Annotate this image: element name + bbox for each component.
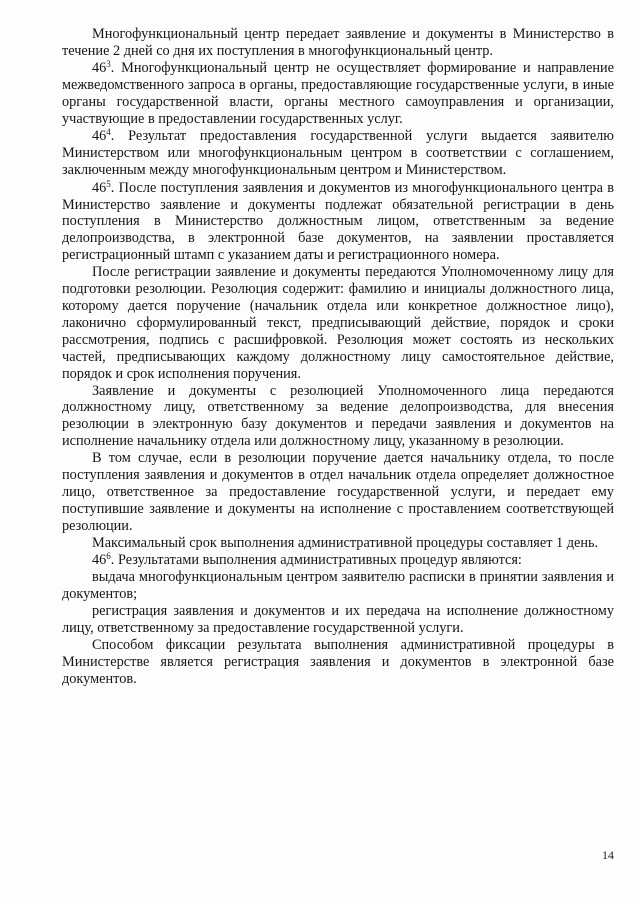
item-number: 46 [92, 128, 107, 145]
item-number-superscript: 4 [106, 127, 111, 138]
item-number: 46 [92, 552, 107, 569]
paragraph [62, 264, 614, 382]
item-number-superscript: 5 [106, 178, 111, 189]
paragraph-text: Многофункциональный центр передает заявление и документы в Министерство в течение 2 дней со дня их поступления в многофункциональный центр. [62, 26, 614, 59]
paragraph [62, 637, 614, 688]
item-number-superscript: 3 [106, 59, 111, 70]
paragraph-text: выдача многофункциональным центром заявителю расписки в принятии заявления и документов; [62, 569, 614, 602]
paragraph-text: . Результатами выполнения административных процедур являются: [110, 552, 522, 569]
paragraph [62, 26, 614, 60]
paragraph-item-46-5 [62, 180, 614, 265]
item-number: 46 [92, 179, 107, 196]
paragraph-text: В том случае, если в резолюции поручение дается начальнику отдела, то после поступления заявления и документов в отдел начальник отдела определяет должностное лицо, ответственное за предоставление государственной услуги, и передает ему поступившие заявление и документы на исполнение с проставлением соответствующей резолюции. [62, 450, 614, 534]
document-body [62, 26, 614, 688]
paragraph [62, 603, 614, 637]
item-number: 46 [92, 60, 107, 77]
paragraph-text: . Многофункциональный центр не осуществляет формирование и направление межведомственного запроса в органы, предоставляющие государственные услуги, в иные органы государственной власти, органы местного самоуправления и организации, участвующие в предоставлении государственных услуг. [62, 60, 614, 128]
paragraph-text: После регистрации заявление и документы передаются Уполномоченному лицу для подготовки резолюции. Резолюция содержит: фамилию и инициалы должностного лица, которому дается поручение (начальник отдела или конкретное должностное лицо), лаконично сформулированный текст, предписывающий действие, порядок и сроки рассмотрения, подпись с расшифровкой. Резолюция может состоять из нескольких частей, предписывающих каждому должностному лицу самостоятельное действие, порядок и срок исполнения поручения. [62, 264, 614, 382]
paragraph-text: регистрация заявления и документов и их передача на исполнение должностному лицу, ответственному за предоставление государственной услуги. [62, 602, 614, 636]
paragraph [62, 450, 614, 535]
paragraph-text: . Результат предоставления государственной услуги выдается заявителю Министерством или многофункциональным центром в соответствии с соглашением, заключенным между многофункциональным центром и Министерством. [62, 128, 614, 179]
paragraph [62, 383, 614, 451]
paragraph-item-46-6 [62, 552, 614, 569]
paragraph [62, 535, 614, 552]
paragraph-text: Способом фиксации результата выполнения административной процедуры в Министерстве является регистрация заявления и документов в электронной базе документов. [62, 637, 614, 687]
paragraph [62, 569, 614, 603]
paragraph-item-46-4 [62, 128, 614, 179]
item-number-superscript: 6 [106, 551, 111, 562]
paragraph-text: . После поступления заявления и документов из многофункционального центра в Министерство заявление и документы подлежат обязательной регистрации в день поступления в Министерство должностным лицом, ответственным за ведение делопроизводства, в электронной базе документов, на заявлении проставляется регистрационный штамп с указанием даты и регистрационного номера. [62, 179, 614, 264]
paragraph-text: Заявление и документы с резолюцией Уполномоченного лица передаются должностному лицу, ответственному за ведение делопроизводства, для внесения резолюции в электронную базу документов и передачи заявления и документов на исполнение начальнику отдела или должностному лицу, указанному в резолюции. [62, 382, 614, 450]
paragraph-text: Максимальный срок выполнения административной процедуры составляет 1 день. [92, 534, 599, 551]
page-number: 14 [602, 848, 614, 862]
paragraph-item-46-3 [62, 60, 614, 128]
